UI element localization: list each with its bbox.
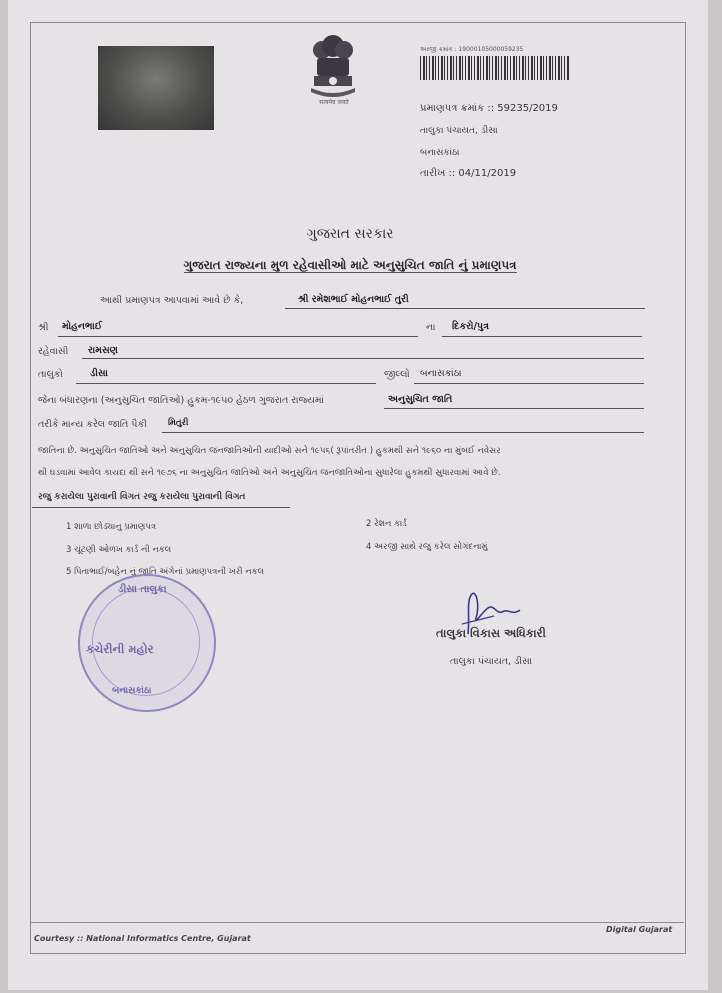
statement-line-1: જાતિના છે. અનુસુચિત જાતિઓ અને અનુસુચિત જનજાતિઓની યાદીઓ સને ૧૯૫૬( રૂપાંતરીત ) હુકમથી સને ૧૯૬૦ ના મુંબઈ નવેસર (38, 446, 501, 456)
taluka-line (76, 383, 376, 384)
government-title: ગુજરાત સરકાર (306, 226, 394, 242)
caste-value: મિતુરી (168, 418, 189, 428)
evidence-item-2: 2 રેશન કાર્ડ (366, 519, 407, 529)
issued-to-label: આથી પ્રમાણપત્ર આપવામાં આવે છે કે, (100, 295, 244, 306)
footer-courtesy: Courtesy :: National Informatics Centre, Gujarat (34, 934, 251, 943)
district-label: જીલ્લો (384, 369, 410, 380)
son-of-label: ના (426, 322, 436, 333)
taluka-label: તાલુકો (38, 369, 63, 380)
signatory-office: તાલુકા પંચાયત, ડીસા (450, 656, 533, 667)
certificate-border (30, 22, 686, 954)
son-of-line (442, 336, 642, 337)
footer-brand: Digital Gujarat (606, 925, 673, 934)
father-line (58, 336, 418, 337)
issuing-district: બનાસકાંઠા (420, 148, 460, 158)
emblem-caption: सत्यमेव जयते (319, 99, 349, 106)
stamp-bottom-text: બનાસકાંઠા (112, 686, 152, 696)
caste-line (162, 432, 644, 433)
certificate-title (0, 258, 700, 273)
application-number: અરજી ક્રમાંક : 19000105000059235 (420, 46, 524, 53)
son-of-value: દિકરો/પુત્ર (452, 321, 489, 332)
evidence-item-3: 3 ચૂંટણી ઓળખ કાર્ડ ની નકલ (66, 545, 172, 555)
issuing-office: તાલુકા પંચાયત, ડીસા (420, 126, 498, 136)
caste-label: તરીકે માન્ય કરેલ જાતિ પૈકી (38, 419, 147, 430)
evidence-item-1: 1 શાળા છોડ્યાનુ પ્રમાણપત્ર (66, 522, 157, 532)
district-value: બનાસકાંઠા (420, 368, 462, 379)
resident-line (82, 358, 644, 359)
resident-label: રહેવાસી (38, 346, 69, 357)
stamp-center-text: કચેરીની મહોર (86, 642, 154, 656)
signatory-title: તાલુકા વિકાસ અધિકારી (436, 626, 546, 640)
resident-value: રામસણ (88, 345, 118, 356)
order-value: અનુસુચિત જાતિ (388, 394, 453, 405)
father-name: મોહનભાઈ (62, 321, 103, 332)
evidence-heading: રજુ કરાયેલા પુરાવાની વિગત રજુ કરાયેલા પુરાવાની વિગત (38, 492, 246, 502)
issued-to-value: શ્રી રમેશભાઈ મોહનભાઈ તુરી (298, 294, 409, 305)
shri-label: શ્રી (38, 322, 49, 333)
order-line (384, 408, 644, 409)
national-emblem-icon (305, 28, 361, 106)
evidence-heading-underline (32, 507, 290, 508)
certificate-number: પ્રમાણપત્ર ક્રમાંક :: 59235/2019 (420, 103, 558, 114)
statement-line-2: થી ઘડવામાં આવેલ કાયદા થી સને ૧૯૭૬ ના અનુસુચિત જાતિઓ અને અનુસુચિત જનજાતિઓના સુધારેલા હુકમથી સુધારવામાં આવે છે. (38, 468, 501, 478)
certificate-title-text: ગુજરાત રાજ્યના મુળ રહેવાસીઓ માટે અનુસુચિત જાતિ નું પ્રમાણપત્ર (183, 258, 517, 272)
issue-date: તારીખ :: 04/11/2019 (420, 168, 517, 179)
issued-to-line (285, 308, 645, 309)
evidence-item-5: 5 પિતાભાઈ/બહેન નું જાતિ અંગેનાં પ્રમાણપત્રની ખરી નકલ (66, 567, 265, 577)
applicant-photo (98, 46, 214, 130)
barcode (420, 56, 570, 80)
stamp-top-text: ડીસા તાલુકા (118, 584, 167, 595)
taluka-value: ડીસા (90, 368, 108, 379)
order-label: જેના બંધારણના (અનુસુચિત જાતિઓ) હુકમ-૧૯૫૦ હેઠળ ગુજરાત રાજ્યમાં (38, 395, 324, 406)
district-line (414, 383, 644, 384)
evidence-item-4: 4 અરજી સાથે રજુ કરેલ સોગંદનામું (366, 542, 488, 552)
footer-divider (30, 922, 684, 923)
